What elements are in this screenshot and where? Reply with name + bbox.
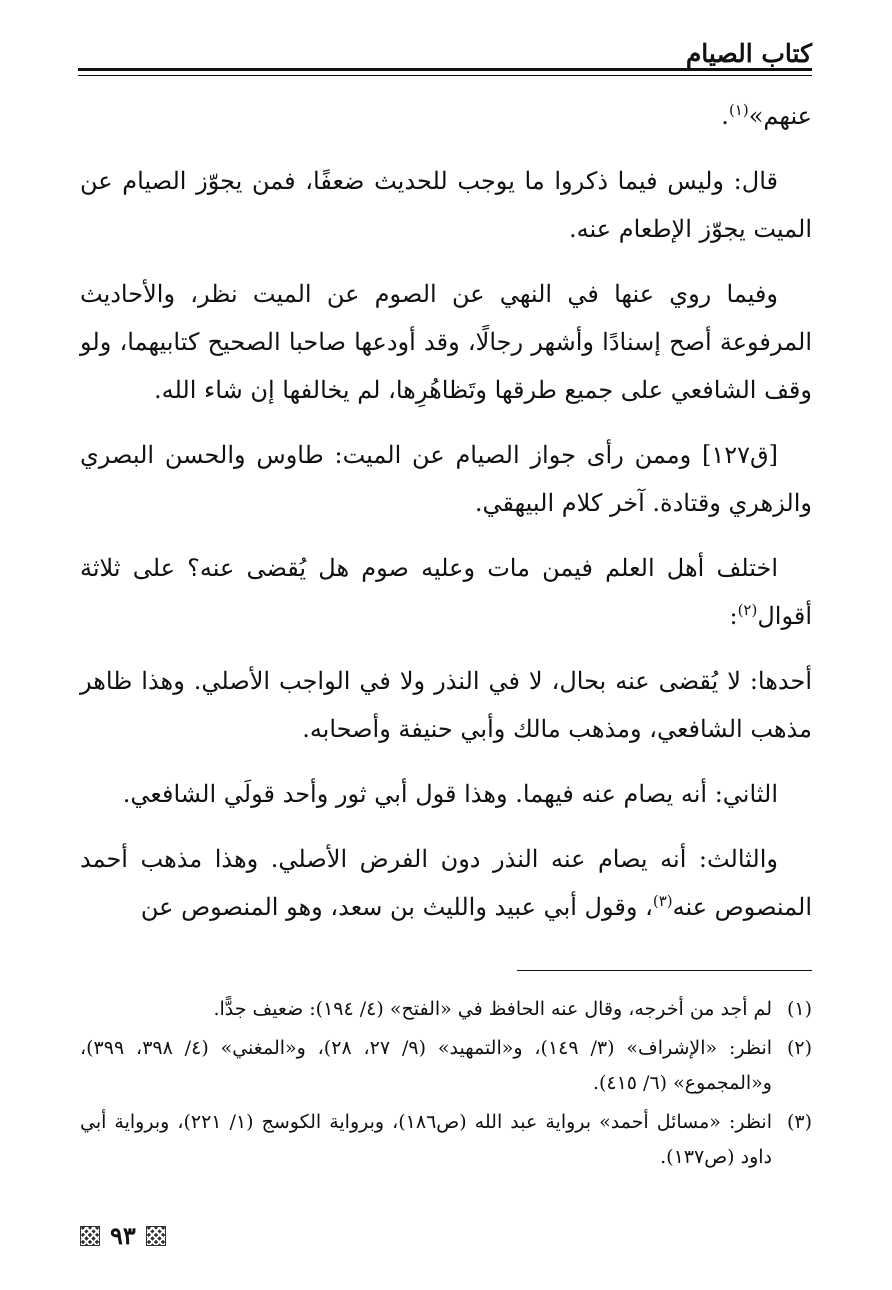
footnotes (80, 992, 812, 1179)
footnote (80, 1031, 812, 1101)
footnote-separator (517, 970, 812, 971)
footnote-text: انظر: «مسائل أحمد» برواية عبد الله (ص١٨٦)، وبرواية الكوسج (١/ ٢٢١)، وبرواية أبي داود (ص١٣٧). (80, 1111, 772, 1168)
running-header-title: كتاب الصيام (685, 39, 812, 68)
ornament-icon (80, 1226, 100, 1246)
footnote (80, 1105, 812, 1175)
paragraph: قال: وليس فيما ذكروا ما يوجب للحديث ضعفًا، فمن يجوّز الصيام عن الميت يجوّز الإطعام عنه. (80, 167, 812, 243)
paragraph: عنهم»$^{(١)}$. (721, 101, 812, 130)
paragraph: [ق١٢٧] وممن رأى جواز الصيام عن الميت: طاوس والحسن البصري والزهري وقتادة. آخر كلام البيهقي. (80, 441, 812, 517)
footnote-number: (٣) (786, 1111, 812, 1133)
footnote-ref: (١) (728, 101, 749, 119)
ornament-icon (146, 1226, 166, 1246)
paragraph: أحدها: لا يُقضى عنه بحال، لا في النذر ولا في الواجب الأصلي. وهذا ظاهر مذهب الشافعي، ومذهب مالك وأبي حنيفة وأصحابه. (80, 667, 812, 743)
footnote (80, 992, 812, 1027)
page-number: ٩٣ (110, 1221, 136, 1250)
footnote-text: لم أجد من أخرجه، وقال عنه الحافظ في «الفتح» (٤/ ١٩٤): ضعيف جدًّا. (213, 998, 772, 1020)
paragraph: والثالث: أنه يصام عنه النذر دون الفرض الأصلي. وهذا مذهب أحمد المنصوص عنه$^{(٣)}$، وقول أبي عبيد والليث بن سعد، وهو المنصوص عن (80, 845, 812, 921)
paragraph: الثاني: أنه يصام عنه فيهما. وهذا قول أبي ثور وأحد قولَي الشافعي. (122, 780, 778, 808)
paragraph: وفيما روي عنها في النهي عن الصوم عن الميت نظر، والأحاديث المرفوعة أصح إسنادًا وأشهر رجالًا، وقد أودعها صاحبا الصحيح كتابيهما، ولو وقف الشافعي على جميع طرقها وتَظاهُرِها، لم يخالفها إن شاء الله. (80, 280, 812, 404)
footnote-ref: (٣) (652, 892, 673, 910)
page-folio (80, 1222, 166, 1250)
footnote-text: انظر: «الإشراف» (٣/ ١٤٩)، و«التمهيد» (٩/ ٢٧، ٢٨)، و«المغني» (٤/ ٣٩٨، ٣٩٩)، و«المجموع» (٦/ ٤١٥). (80, 1037, 773, 1094)
footnote-number: (١) (786, 998, 812, 1020)
footnote-number: (٢) (786, 1037, 812, 1059)
header-rule-thin (78, 75, 812, 76)
footnote-ref: (٢) (737, 601, 758, 619)
main-text (80, 92, 812, 948)
paragraph: اختلف أهل العلم فيمن مات وعليه صوم هل يُقضى عنه؟ على ثلاثة أقوال$^{(٢)}$: (80, 554, 812, 630)
header-rule-thick (78, 68, 812, 71)
